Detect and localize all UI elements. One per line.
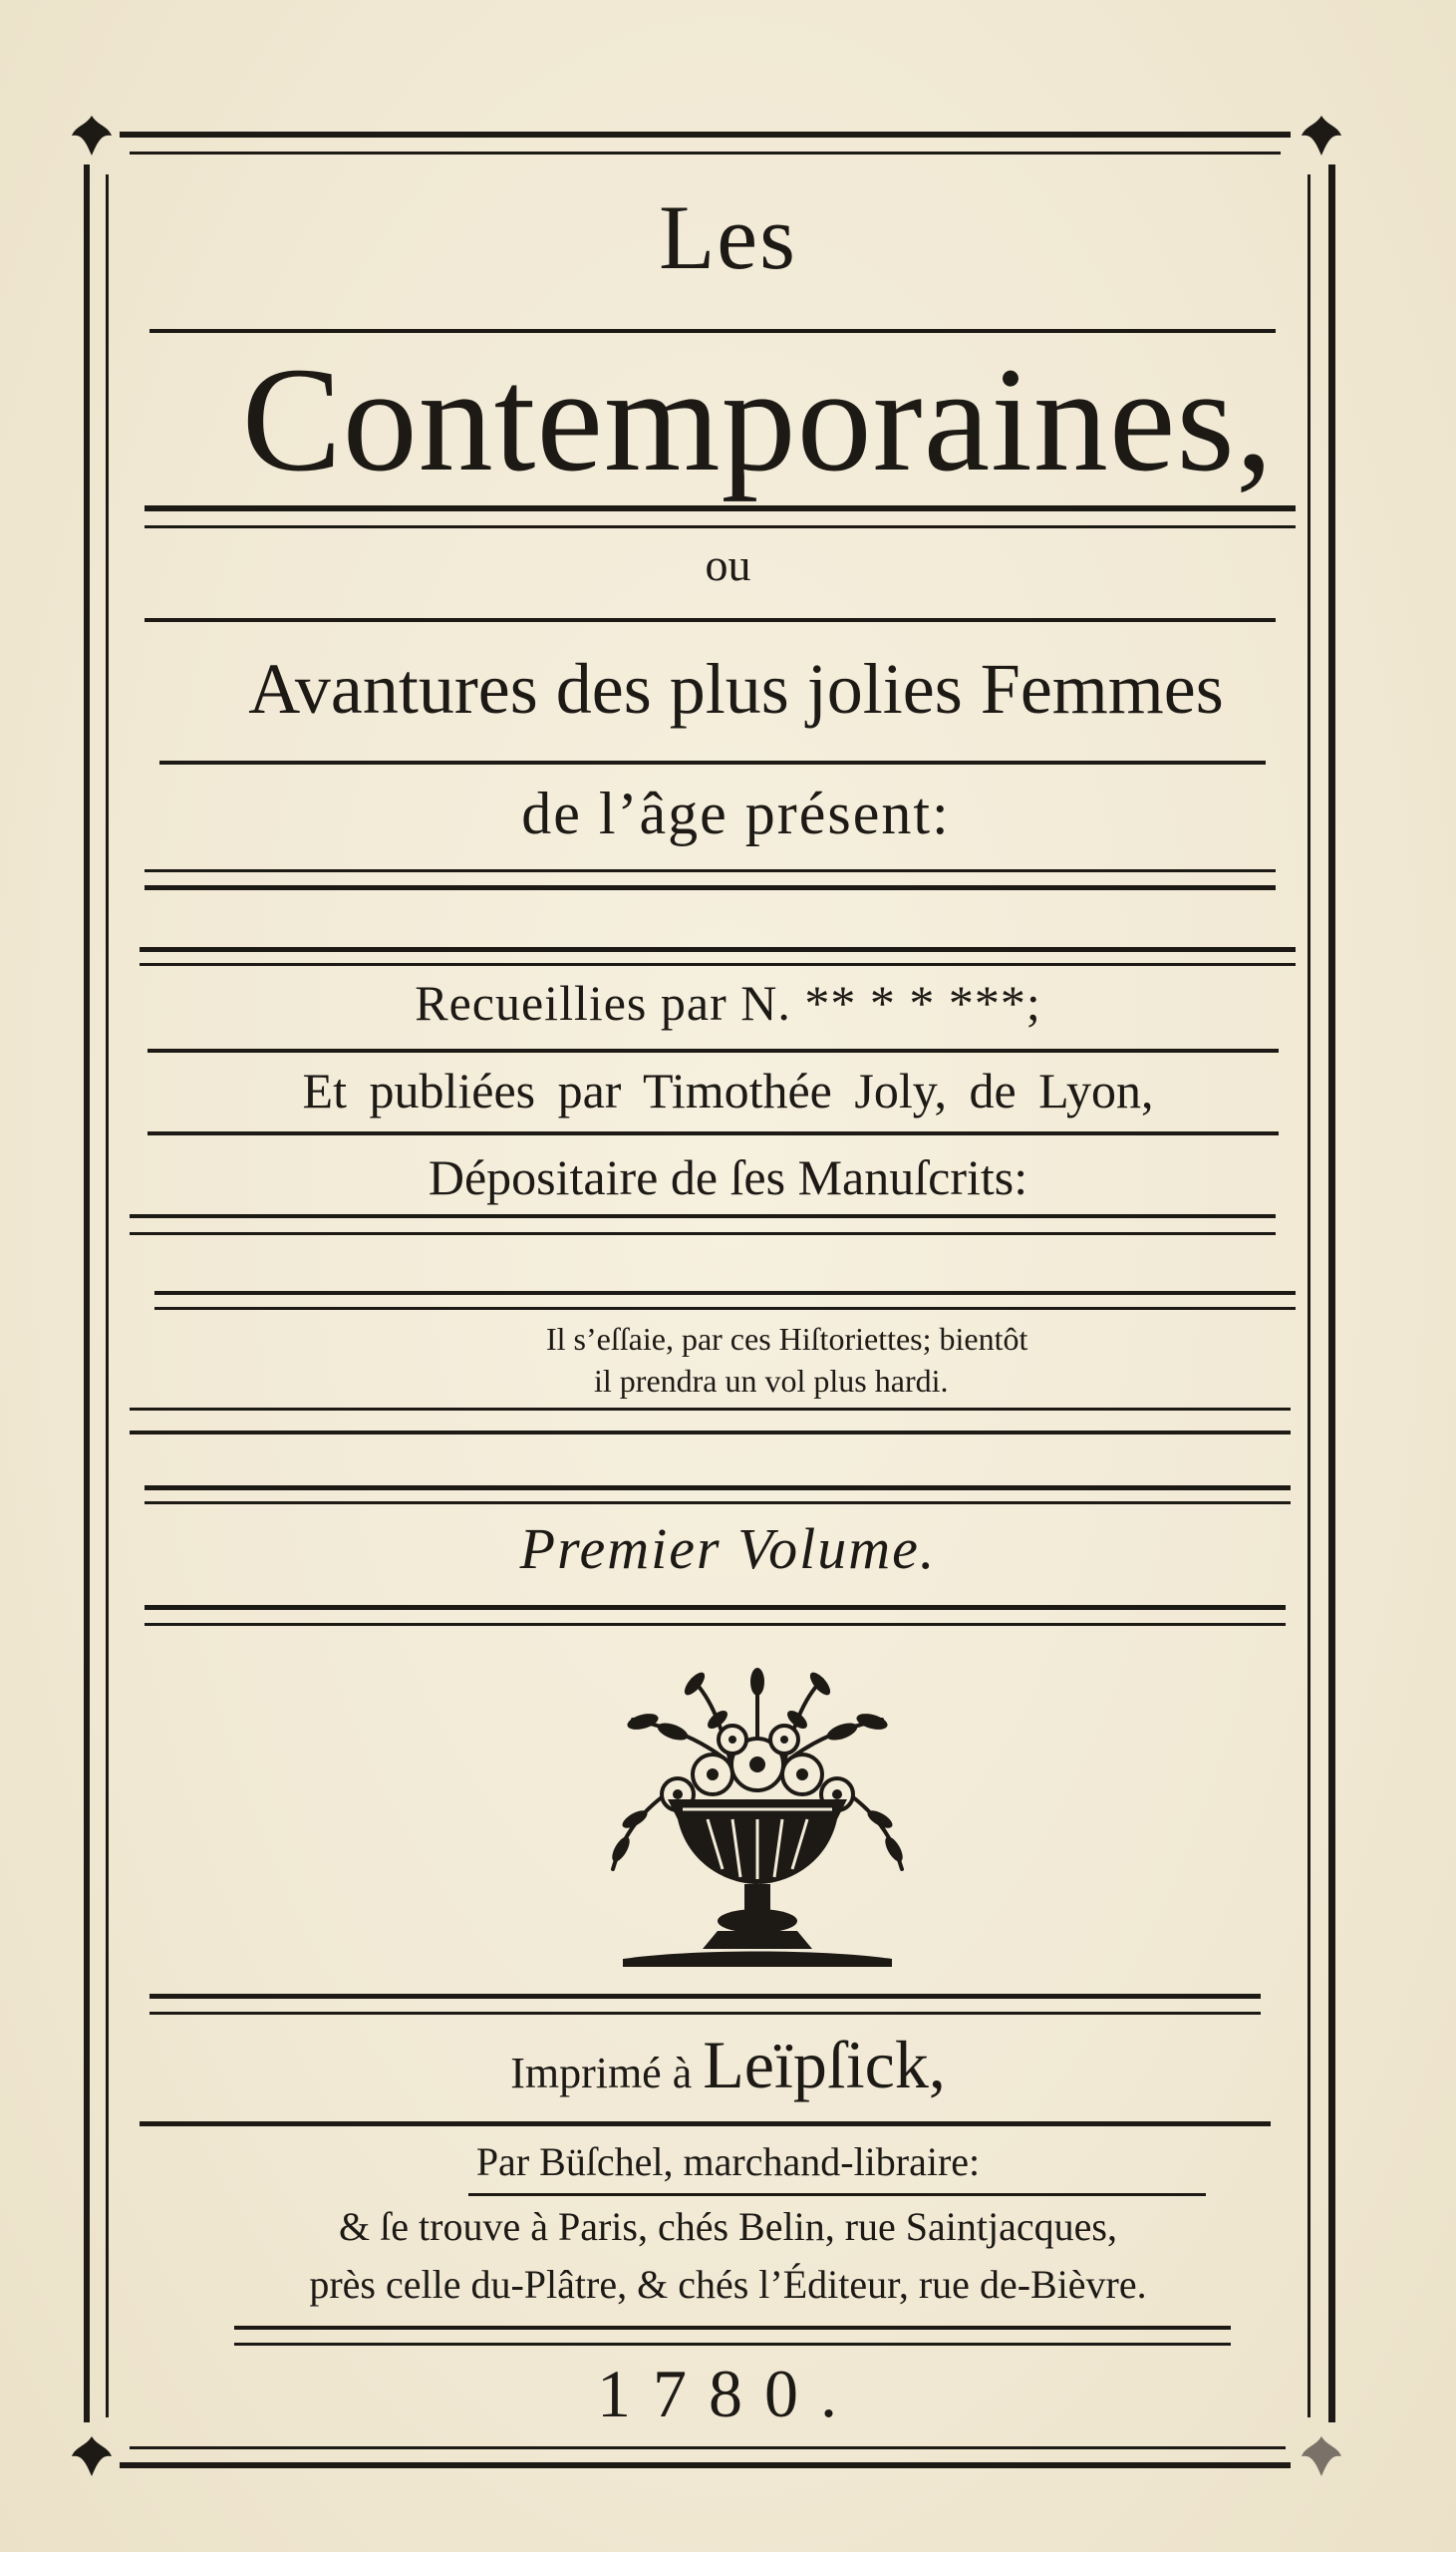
divider-rule <box>159 761 1266 765</box>
divider-rule <box>140 963 1296 966</box>
divider-rule <box>149 2012 1261 2015</box>
divider-rule <box>145 1501 1291 1504</box>
printed-city: Leïpſick, <box>703 2027 946 2102</box>
title-line-contemporaines: Contemporaines, <box>241 337 1275 502</box>
epigraph-line-1: Il s’eſſaie, par ces Hiſtoriettes; bientôt <box>546 1321 1028 1357</box>
address-line-1: & ſe trouve à Paris, chés Belin, rue Saintjacques, <box>339 2204 1117 2249</box>
conjunction-ou: ou <box>705 539 751 590</box>
divider-rule <box>130 1431 1291 1435</box>
title-line-les: Les <box>659 186 797 288</box>
epigraph <box>546 1318 1304 1402</box>
collected-by-line: Recueillies par N. ** * * ***; <box>415 975 1041 1031</box>
corner-ornament-icon <box>68 2432 116 2480</box>
divider-rule <box>145 505 1296 511</box>
divider-rule <box>154 1291 1296 1295</box>
epigraph-line-2: il prendra un vol plus hardi. <box>594 1363 949 1399</box>
divider-rule <box>145 1623 1286 1626</box>
divider-rule <box>234 2343 1231 2346</box>
divider-rule <box>147 1131 1279 1135</box>
divider-rule <box>145 885 1276 890</box>
address-line-2: près celle du-Plâtre, & chés l’Éditeur, rue de-Bièvre. <box>309 2262 1147 2307</box>
subtitle-line-1: Avantures des plus jolies Femmes <box>248 649 1224 729</box>
divider-rule <box>234 2326 1231 2330</box>
frame-bottom-rule-thin <box>130 2446 1286 2449</box>
frame-bottom-rule-thick <box>120 2462 1291 2468</box>
publication-year: 1780. <box>597 2356 859 2431</box>
divider-rule <box>149 1994 1261 1999</box>
frame-top-rule-thin <box>130 152 1281 155</box>
divider-rule <box>140 947 1296 952</box>
corner-ornament-icon <box>1298 112 1345 160</box>
divider-rule <box>147 1049 1279 1053</box>
divider-rule <box>149 329 1276 333</box>
printed-prefix: Imprimé à <box>510 2049 693 2097</box>
divider-rule <box>145 525 1296 528</box>
divider-rule <box>468 2193 1206 2196</box>
divider-rule <box>130 1408 1291 1411</box>
volume-label: Premier Volume. <box>519 1516 937 1581</box>
flower-vase-woodcut-icon <box>573 1660 942 1979</box>
divider-rule <box>130 1214 1276 1218</box>
divider-rule <box>130 1232 1276 1235</box>
divider-rule <box>154 1307 1296 1310</box>
printed-at-line <box>0 2026 1456 2104</box>
subtitle-line-2: de l’âge présent: <box>521 781 951 846</box>
divider-rule <box>140 2121 1271 2126</box>
corner-ornament-icon <box>1298 2432 1345 2480</box>
divider-rule <box>145 618 1276 622</box>
frame-top-rule-thick <box>120 132 1291 138</box>
depositary-line: Dépositaire de ſes Manuſcrits: <box>428 1149 1028 1205</box>
bookseller-line: Par Büſchel, marchand-libraire: <box>475 2139 981 2184</box>
divider-rule <box>145 869 1276 872</box>
divider-rule <box>145 1605 1286 1610</box>
divider-rule <box>145 1485 1291 1490</box>
corner-ornament-icon <box>68 112 116 160</box>
published-by-line: Et publiées par Timothée Joly, de Lyon, <box>302 1063 1154 1118</box>
